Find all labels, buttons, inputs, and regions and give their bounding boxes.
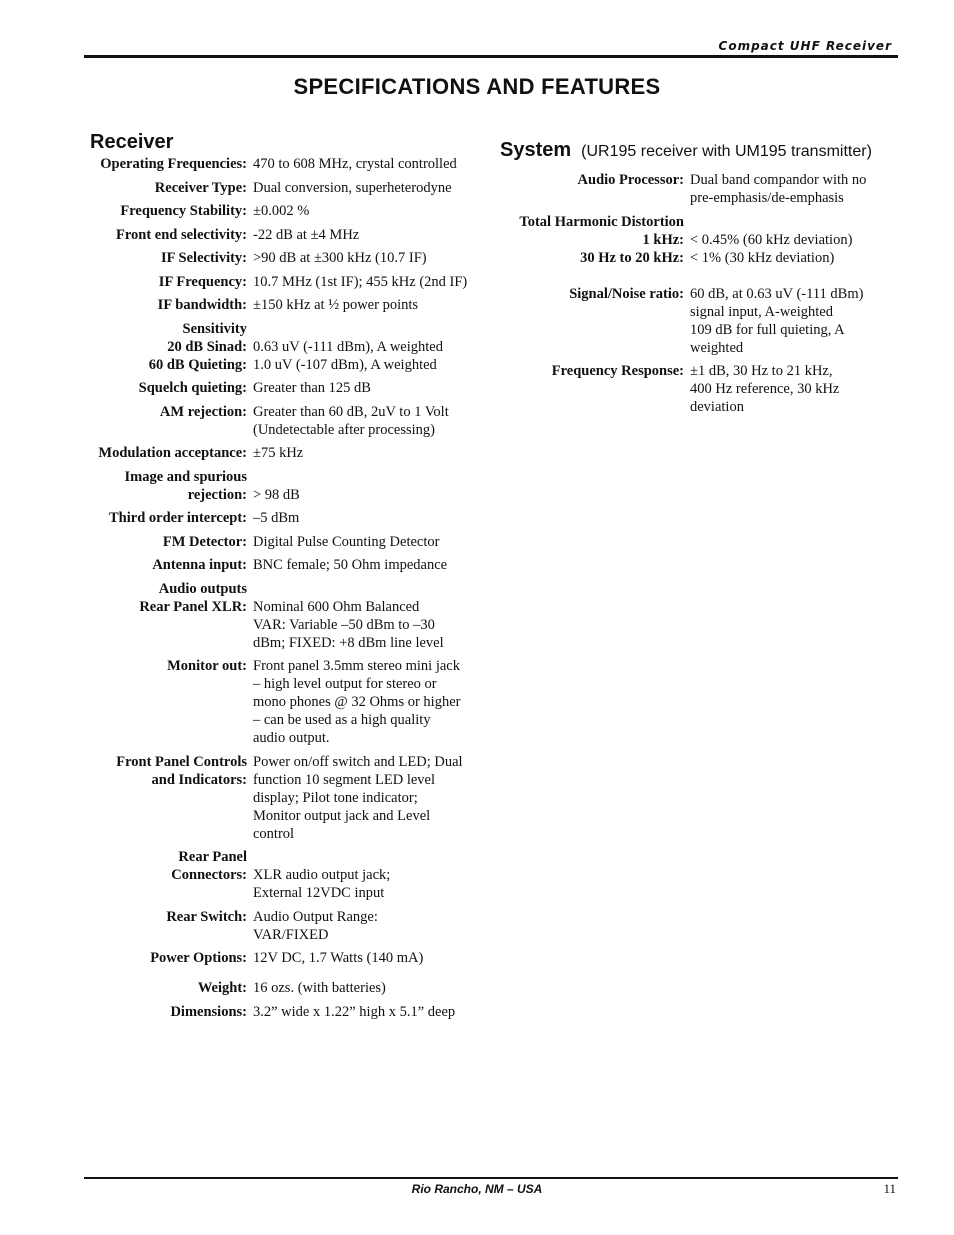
- spec-label: Audio outputs Rear Panel XLR:: [139, 580, 247, 615]
- spec-row: [84, 296, 484, 314]
- spec-value: > 98 dB: [253, 486, 300, 503]
- spec-value: ±75 kHz: [253, 445, 304, 461]
- spec-row: [84, 509, 484, 527]
- spec-label: Receiver Type:: [154, 179, 247, 196]
- spec-label: Squelch quieting:: [138, 380, 247, 396]
- spec-row: [84, 468, 484, 504]
- receiver-heading: Receiver: [90, 131, 174, 153]
- spec-value: 0.63 uV (-111 dBm), A weighted 1.0 uV (-107 dBm), A weighted: [253, 338, 443, 373]
- spec-row: [84, 848, 484, 902]
- spec-row: [84, 179, 484, 197]
- spec-value: 60 dB, at 0.63 uV (-111 dBm) signal input, A-weighted 109 dB for full quieting, A weighted: [690, 285, 864, 356]
- spec-row: [84, 949, 484, 967]
- spec-value: >90 dB at ±300 kHz (10.7 IF): [253, 250, 427, 266]
- receiver-spec-list: [84, 155, 484, 1026]
- spec-value: Dual band compandor with no pre-emphasis/de-emphasis: [690, 172, 867, 206]
- spec-label: Weight:: [197, 980, 247, 996]
- spec-label: Total Harmonic Distortion 1 kHz: 30 Hz to 20 kHz:: [519, 213, 684, 266]
- spec-row: [84, 908, 484, 944]
- spec-label: Frequency Stability:: [120, 203, 247, 219]
- spec-value: Nominal 600 Ohm Balanced VAR: Variable –50 dBm to –30 dBm; FIXED: +8 dBm line level: [253, 598, 444, 651]
- spec-label: Monitor out:: [167, 658, 247, 674]
- spec-label: Modulation acceptance:: [98, 445, 247, 461]
- spec-label: IF bandwidth:: [157, 297, 247, 313]
- spec-row: [84, 202, 484, 220]
- spec-value: Dual conversion, superheterodyne: [253, 179, 452, 196]
- spec-row: [84, 1003, 484, 1021]
- spec-value: Greater than 60 dB, 2uV to 1 Volt (Undetectable after processing): [253, 403, 449, 438]
- spec-row: [84, 273, 484, 291]
- spec-row: [500, 362, 900, 416]
- system-spec-list: [500, 171, 900, 422]
- spec-value: Greater than 125 dB: [253, 380, 371, 396]
- top-rule: [84, 55, 898, 58]
- spec-row: [500, 285, 900, 357]
- spec-label: Front end selectivity:: [115, 226, 247, 243]
- page-title: SPECIFICATIONS AND FEATURES: [293, 74, 661, 99]
- spec-row: [84, 226, 484, 244]
- spec-label: Rear Switch:: [166, 908, 247, 925]
- spec-row: [84, 979, 484, 997]
- spec-label: Operating Frequencies:: [100, 156, 247, 172]
- footer-location: Rio Rancho, NM – USA: [411, 1182, 543, 1196]
- spec-label: Frequency Response:: [551, 363, 684, 379]
- spec-row: [84, 580, 484, 652]
- spec-label: Signal/Noise ratio:: [569, 285, 684, 302]
- spec-value: Front panel 3.5mm stereo mini jack – high level output for stereo or mono phones @ 32 Ohms or higher – can be used as a high quality audio output.: [253, 658, 461, 746]
- spec-value: Digital Pulse Counting Detector: [253, 533, 440, 550]
- system-heading-title: System: [500, 139, 572, 161]
- spec-row: [500, 213, 900, 267]
- spec-row: [84, 657, 484, 747]
- spec-row: [84, 249, 484, 267]
- spec-row: [500, 171, 900, 207]
- spec-label: Audio Processor:: [577, 172, 684, 188]
- spec-label: Front Panel Controls and Indicators:: [116, 753, 247, 788]
- page-number: 11: [883, 1181, 896, 1196]
- spec-value: 10.7 MHz (1st IF); 455 kHz (2nd IF): [253, 273, 468, 290]
- spec-label: IF Frequency:: [158, 273, 247, 290]
- spec-value: 3.2” wide x 1.22” high x 5.1” deep: [253, 1003, 456, 1020]
- system-heading: [500, 139, 872, 162]
- spec-value: Audio Output Range: VAR/FIXED: [253, 908, 378, 943]
- spec-row: [84, 320, 484, 374]
- spec-value: ±0.002 %: [253, 203, 310, 219]
- spec-label: Dimensions:: [170, 1003, 247, 1020]
- spec-value: -22 dB at ±4 MHz: [253, 226, 360, 243]
- spec-value: 12V DC, 1.7 Watts (140 mA): [253, 950, 424, 966]
- spec-value: ±150 kHz at ½ power points: [253, 297, 419, 313]
- spec-value: Power on/off switch and LED; Dual function 10 segment LED level display; Pilot tone indicator; Monitor output jack and Level control: [253, 753, 463, 842]
- spec-value: < 0.45% (60 kHz deviation) < 1% (30 kHz deviation): [690, 231, 853, 266]
- spec-label: Power Options:: [150, 950, 247, 966]
- spec-value: 470 to 608 MHz, crystal controlled: [253, 156, 457, 172]
- spec-row: [84, 403, 484, 439]
- spec-label: Antenna input:: [152, 557, 247, 573]
- spec-label: AM rejection:: [159, 403, 247, 420]
- spec-label: Third order intercept:: [109, 510, 247, 526]
- spec-label: Image and spurious rejection:: [124, 468, 247, 503]
- spec-row: [84, 533, 484, 551]
- spec-label: Sensitivity 20 dB Sinad: 60 dB Quieting:: [148, 320, 247, 373]
- spec-row: [84, 155, 484, 173]
- spec-label: FM Detector:: [162, 533, 247, 550]
- spec-value: BNC female; 50 Ohm impedance: [253, 557, 448, 573]
- spec-row: [84, 444, 484, 462]
- spec-value: 16 ozs. (with batteries): [253, 980, 386, 996]
- spec-value: ±1 dB, 30 Hz to 21 kHz, 400 Hz reference, 30 kHz deviation: [690, 363, 840, 415]
- system-subheading: (UR195 receiver with UM195 transmitter): [581, 143, 872, 160]
- spec-row: [84, 556, 484, 574]
- spec-row: [84, 379, 484, 397]
- bottom-rule: [84, 1177, 898, 1179]
- spec-label: IF Selectivity:: [160, 250, 247, 266]
- spec-value: –5 dBm: [253, 510, 300, 526]
- spec-row: [84, 753, 484, 843]
- spec-value: XLR audio output jack; External 12VDC input: [253, 867, 391, 901]
- header-brand: Compact UHF Receiver: [718, 39, 892, 53]
- spec-label: Rear Panel Connectors:: [171, 849, 247, 883]
